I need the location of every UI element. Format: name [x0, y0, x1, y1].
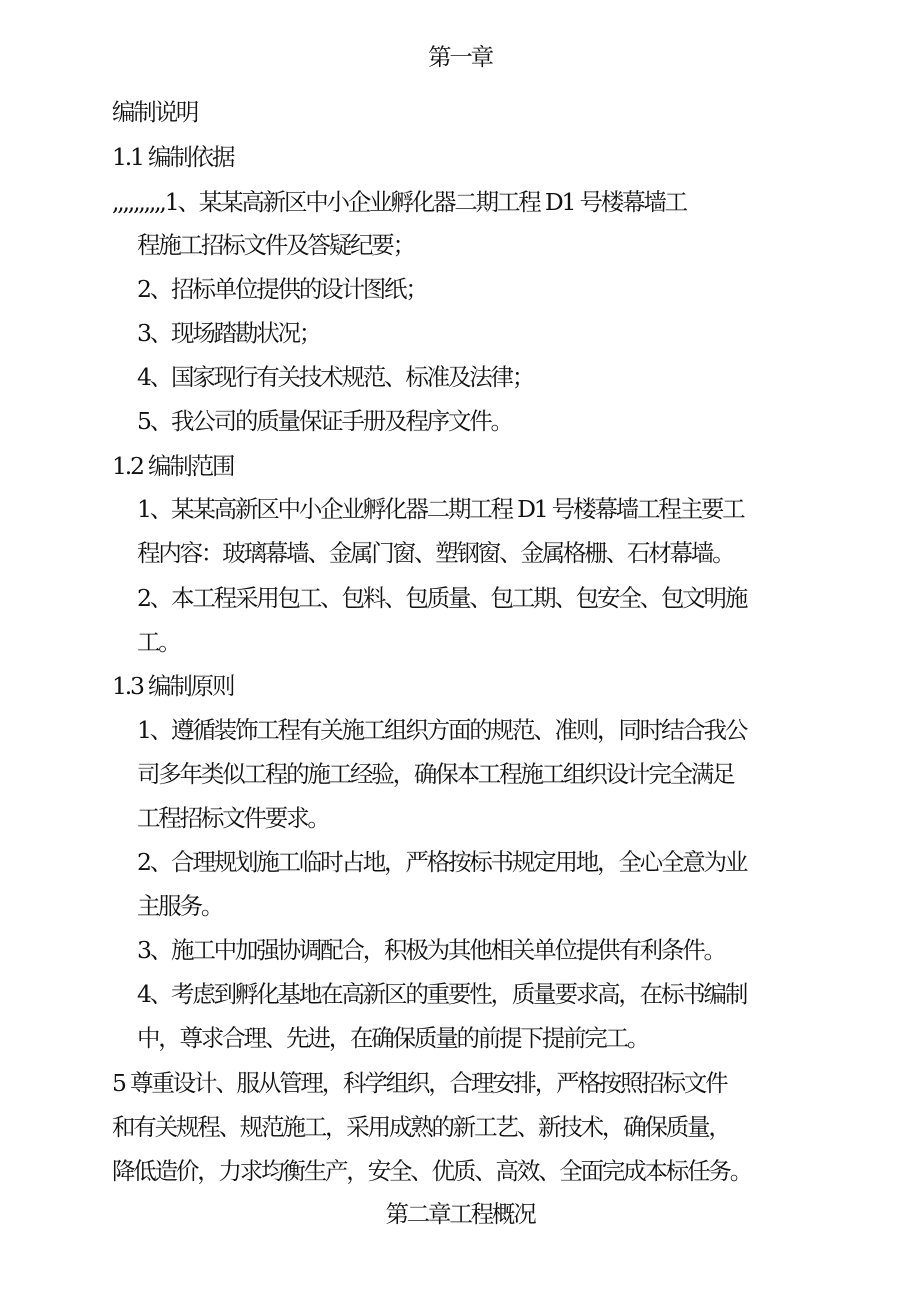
section-1-1-heading: 1.1 编制依据: [112, 143, 234, 171]
basis-item-2: 2、招标单位提供的设计图纸；: [137, 275, 427, 303]
principle-item-1-line-2: 司多年类似工程的施工经验，确保本工程施工组织设计完全满足: [137, 760, 734, 788]
chapter-1-title: 第一章: [428, 43, 492, 71]
chapter-2-title: 第二章工程概况: [385, 1200, 535, 1228]
basis-item-1-line-2: 程施工招标文件及答疑纪要；: [137, 231, 414, 259]
principle-item-5-line-2: 和有关规程、规范施工，采用成熟的新工艺、新技术，确保质量，: [112, 1113, 730, 1141]
main-heading: 编制说明: [112, 98, 198, 126]
principle-item-5-line-3: 降低造价，力求均衡生产，安全、优质、高效、全面完成本标任务。: [112, 1157, 751, 1185]
principle-item-4-line-2: 中，尊求合理、先进，在确保质量的前提下提前完工。: [137, 1024, 649, 1052]
principle-item-1-line-1: 1、遵循装饰工程有关施工组织方面的规范、准则，同时结合我公: [137, 716, 747, 744]
principle-item-2-line-2: 主服务。: [137, 892, 223, 920]
principle-item-5-line-1: 5 尊重设计、服从管理，科学组织，合理安排，严格按照招标文件: [112, 1069, 727, 1097]
basis-item-1-line-1: ,,,,,,,,,,1、某某高新区中小企业孵化器二期工程 D1 号楼幕墙工: [112, 188, 686, 216]
scope-item-2-line-1: 2、本工程采用包工、包料、包质量、包工期、包安全、包文明施: [137, 584, 747, 612]
basis-item-3: 3、现场踏勘状况；: [137, 319, 321, 347]
principle-item-2-line-1: 2、合理规划施工临时占地，严格按标书规定用地，全心全意为业: [137, 848, 747, 876]
section-1-2-heading: 1.2 编制范围: [112, 452, 234, 480]
principle-item-3: 3、施工中加强协调配合，积极为其他相关单位提供有利条件。: [137, 936, 725, 964]
principle-item-4-line-1: 4、考虑到孵化基地在高新区的重要性，质量要求高，在标书编制: [137, 980, 747, 1008]
section-1-3-heading: 1.3 编制原则: [112, 672, 234, 700]
basis-item-4: 4、国家现行有关技术规范、标准及法律；: [137, 363, 534, 391]
scope-item-1-line-1: 1、某某高新区中小企业孵化器二期工程 D1 号楼幕墙工程主要工: [137, 495, 744, 523]
principle-item-1-line-3: 工程招标文件要求。: [137, 804, 329, 832]
scope-item-2-line-2: 工。: [137, 628, 180, 656]
scope-item-1-line-2: 程内容：玻璃幕墙、金属门窗、塑钢窗、金属格栅、石材幕墙。: [137, 539, 734, 567]
basis-item-5: 5、我公司的质量保证手册及程序文件。: [137, 407, 512, 435]
